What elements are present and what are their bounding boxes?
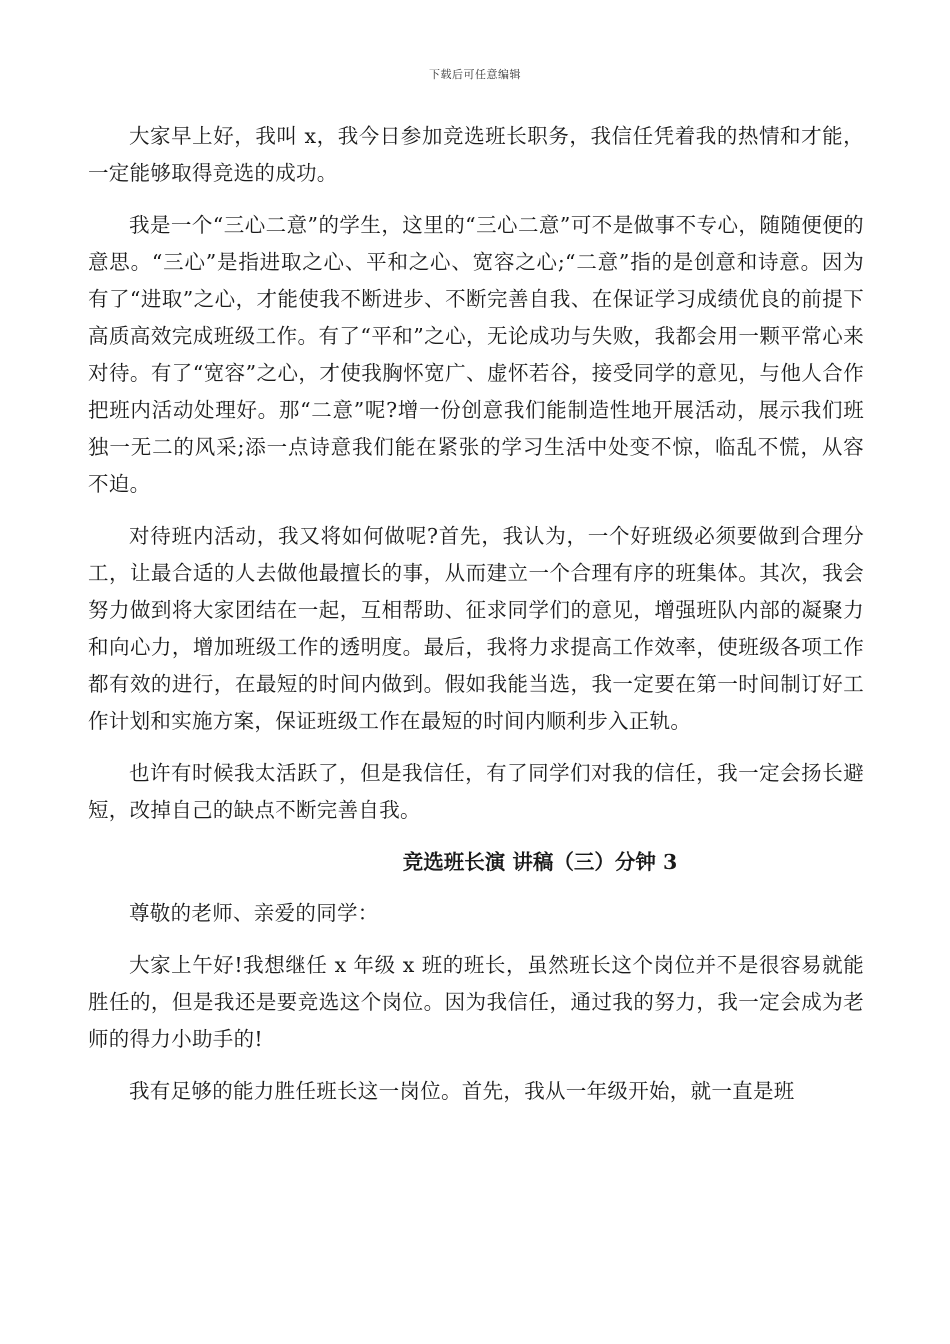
section-heading: 竞选班长演 讲稿（三）分钟 3 <box>402 850 678 874</box>
header-note: 下载后可任意编辑 <box>429 68 521 81</box>
paragraph-intro: 大家上午好!我想继任 x 年级 x 班的班长，虽然班长这个岗位并不是很容易就能胜任的，但是我还是要竞选这个岗位。因为我信任，通过我的努力，我一定会成为老师的得力小助手的! <box>88 953 864 1051</box>
paragraph-salutation: 尊敬的老师、亲爱的同学： <box>129 901 379 925</box>
paragraph-three-hearts: 我是一个“三心二意”的学生，这里的“三心二意”可不是做事不专心，随随便便的意思。“三心”是指进取之心、平和之心、宽容之心;“二意”指的是创意和诗意。因为有了“进取”之心，才能使我不断进步、不断完善自我、在保证学习成绩优良的前提下高质高效完成班级工作。有了“平和”之心，无论成功与失败，我都会用一颗平常心来对待。有了“宽容”之心，才使我胸怀宽广、虚怀若谷，接受同学的意见，与他人合作把班内活动处理好。那“二意”呢?增一份创意我们能制造性地开展活动，展示我们班独一无二的风采;添一点诗意我们能在紧张的学习生活中处变不惊，临乱不慌，从容不迫。 <box>88 213 864 496</box>
paragraph-class-activities: 对待班内活动，我又将如何做呢?首先，我认为，一个好班级必须要做到合理分工，让最合适的人去做他最擅长的事，从而建立一个合理有序的班集体。其次，我会努力做到将大家团结在一起，互相帮助、征求同学们的意见，增强班队内部的凝聚力和向心力，增加班级工作的透明度。最后，我将力求提高工作效率，使班级各项工作都有效的进行，在最短的时间内做到。假如我能当选，我一定要在第一时间制订好工作计划和实施方案，保证班级工作在最短的时间内顺利步入正轨。 <box>88 524 864 733</box>
document-body <box>88 118 864 1125</box>
paragraph-closing: 也许有时候我太活跃了，但是我信任，有了同学们对我的信任，我一定会扬长避短，改掉自己的缺点不断完善自我。 <box>88 761 864 822</box>
paragraph-ability: 我有足够的能力胜任班长这一岗位。首先，我从一年级开始，就一直是班 <box>129 1079 795 1103</box>
paragraph-greeting: 大家早上好，我叫 x，我今日参加竞选班长职务，我信任凭着我的热情和才能，一定能够取得竞选的成功。 <box>88 124 864 185</box>
